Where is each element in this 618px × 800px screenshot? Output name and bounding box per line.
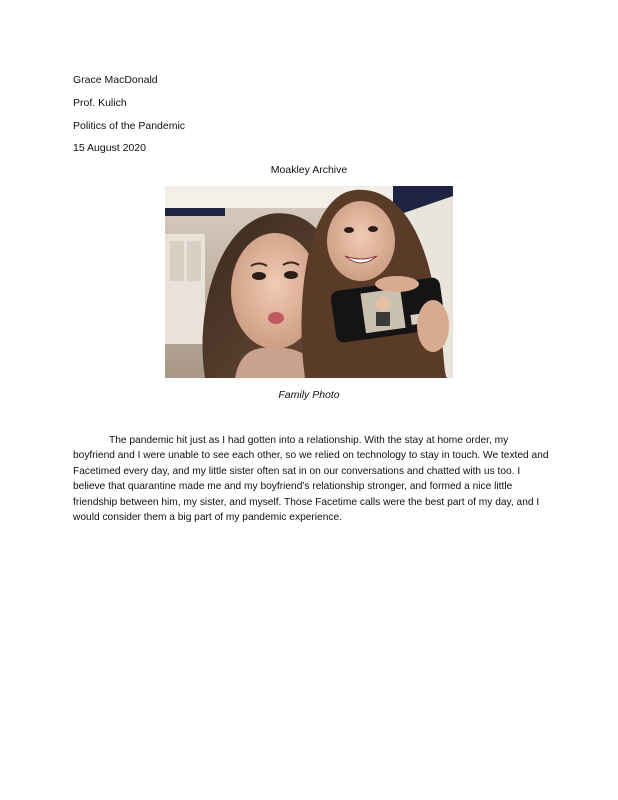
photo-caption: Family Photo: [278, 389, 340, 401]
document-date: 15 August 2020: [73, 142, 146, 154]
body-paragraph: The pandemic hit just as I had gotten into a relationship. With the stay at home order, my boyfriend and I were unable to see each other, so we relied on technology to stay in touch. We texted and Facetimed every day, and my little sister often sat in on our conversations and chatted with us too. I believe that quarantine made me and my boyfriend’s relationship stronger, and formed a nice little friendship between him, my sister, and myself. Those Facetime calls were the best part of my day, and I would consider them a big part of my pandemic experience.: [73, 435, 549, 524]
professor-name: Prof. Kulich: [73, 97, 127, 109]
document-title: Moakley Archive: [270, 164, 348, 176]
course-name: Politics of the Pandemic: [73, 120, 186, 132]
author-name: Grace MacDonald: [73, 74, 158, 86]
family-photo: [165, 186, 453, 378]
